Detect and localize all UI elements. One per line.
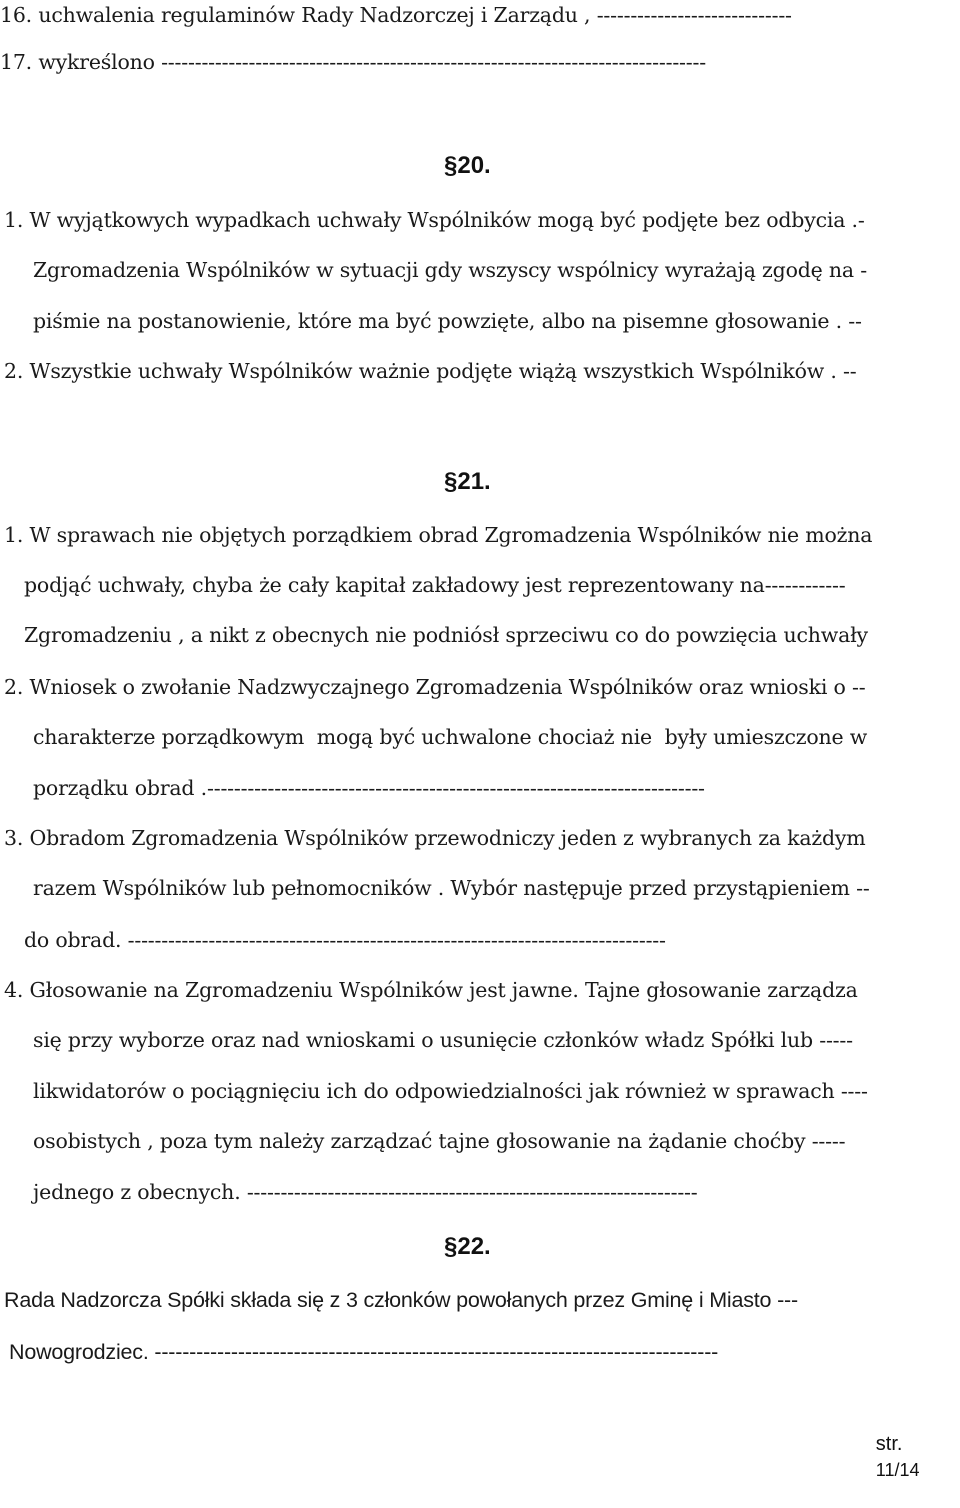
paragraph-line: podjąć uchwały, chyba że cały kapitał zakładowy jest reprezentowany na------------ (24, 573, 846, 597)
page-number-label: str. (875, 1433, 903, 1455)
paragraph-line: razem Wspólników lub pełnomocników . Wybór następuje przed przystąpieniem -- (33, 876, 870, 900)
page-number (858, 1408, 920, 1508)
paragraph-line: 2. Wniosek o zwołanie Nadzwyczajnego Zgromadzenia Wspólników oraz wnioski o -- (4, 675, 866, 699)
list-item-17: 17. wykreślono --------------------------------------------------------------------------------- (0, 50, 706, 74)
paragraph-line: 2. Wszystkie uchwały Wspólników ważnie podjęte wiążą wszystkich Wspólników . -- (4, 359, 857, 383)
section-heading-21: §21. (444, 468, 491, 495)
page-number-value: 11/14 (875, 1460, 920, 1480)
paragraph-line: 4. Głosowanie na Zgromadzeniu Wspólników jest jawne. Tajne głosowanie zarządza (4, 978, 858, 1002)
paragraph-line: likwidatorów o pociągnięciu ich do odpowiedzialności jak również w sprawach ---- (33, 1079, 868, 1103)
paragraph-line: się przy wyborze oraz nad wnioskami o usunięcie członków władz Spółki lub ----- (33, 1028, 853, 1052)
paragraph-line: Zgromadzeniu , a nikt z obecnych nie podniósł sprzeciwu co do powzięcia uchwały (24, 623, 868, 647)
paragraph-line: Rada Nadzorcza Spółki składa się z 3 członków powołanych przez Gminę i Miasto --- (4, 1288, 798, 1312)
paragraph-line: jednego z obecnych. ------------------------------------------------------------------- (33, 1180, 698, 1204)
paragraph-line: porządku obrad .-------------------------------------------------------------------------- (33, 776, 705, 800)
paragraph-line: osobistych , poza tym należy zarządzać tajne głosowanie na żądanie choćby ----- (33, 1129, 846, 1153)
list-item-16: 16. uchwalenia regulaminów Rady Nadzorczej i Zarządu , ----------------------------- (0, 3, 792, 27)
paragraph-line: 1. W wyjątkowych wypadkach uchwały Wspólników mogą być podjęte bez odbycia .- (4, 208, 865, 232)
section-heading-22: §22. (444, 1233, 491, 1260)
section-heading-20: §20. (444, 152, 491, 179)
paragraph-line: 3. Obradom Zgromadzenia Wspólników przewodniczy jeden z wybranych za każdym (4, 826, 866, 850)
paragraph-line: do obrad. -------------------------------------------------------------------------------- (24, 928, 666, 952)
paragraph-line: Zgromadzenia Wspólników w sytuacji gdy wszyscy wspólnicy wyrażają zgodę na - (33, 258, 867, 282)
paragraph-line: charakterze porządkowym mogą być uchwalone chociaż nie były umieszczone w (33, 725, 868, 749)
paragraph-line: Nowogrodziec. --------------------------------------------------------------------------------- (9, 1340, 719, 1364)
paragraph-line: piśmie na postanowienie, które ma być powzięte, albo na pisemne głosowanie . -- (33, 309, 862, 333)
paragraph-line: 1. W sprawach nie objętych porządkiem obrad Zgromadzenia Wspólników nie można (4, 523, 873, 547)
